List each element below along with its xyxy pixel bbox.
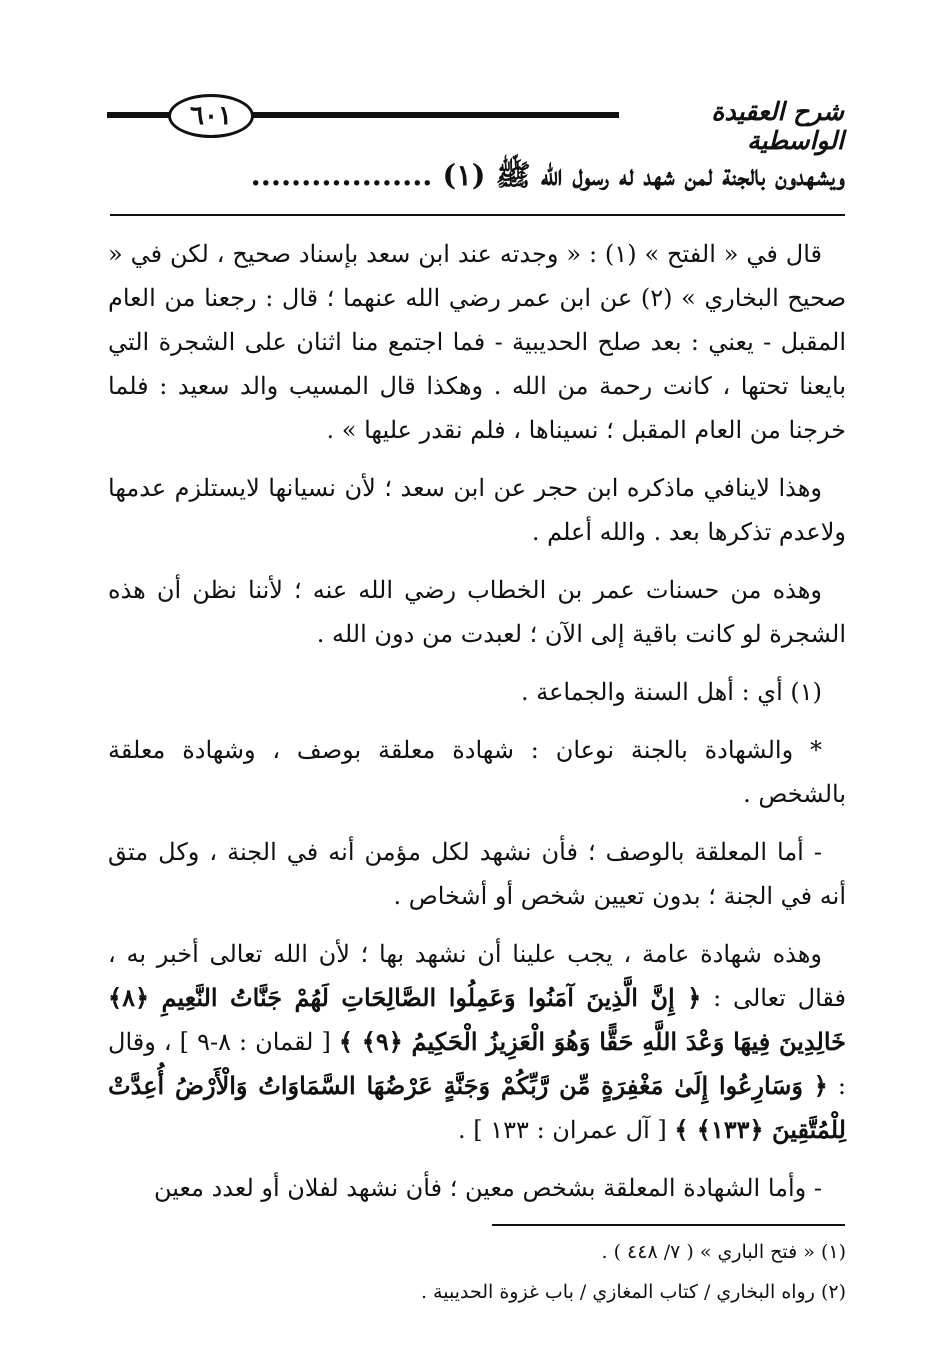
paragraph-last: - وأما الشهادة المعلقة بشخص معين ؛ فأن نشهد لفلان أو لعدد معين bbox=[154, 1174, 822, 1202]
quran-verse-2: ﴿ وَسَارِعُوا إِلَىٰ مَغْفِرَةٍ مِّن رَّبِّكُمْ وَجَنَّةٍ عَرْضُهَا السَّمَاوَاتُ وَالْأَرْضُ أُعِدَّتْ لِلْمُتَّقِينَ ﴿١٣٣﴾ ﴾ bbox=[108, 1071, 846, 1144]
footnotes bbox=[108, 1232, 846, 1312]
paragraph-2: وهذا لاينافي ماذكره ابن حجر عن ابن سعد ؛ لأن نسيانها لايستلزم عدمها ولاعدم تذكرها بعد . والله أعلم . bbox=[108, 474, 846, 546]
paragraph-5: * والشهادة بالجنة نوعان : شهادة معلقة بوصف ، وشهادة معلقة بالشخص . bbox=[108, 736, 846, 808]
footnote-2: (٢) رواه البخاري / كتاب المغازي / باب غزوة الحديبية . bbox=[420, 1281, 846, 1303]
quran-paragraph bbox=[108, 932, 846, 1152]
paragraph-3: وهذه من حسنات عمر بن الخطاب رضي الله عنه ؛ لأننا نظن أن هذه الشجرة لو كانت باقية إلى الآن ؛ لعبدت من دون الله . bbox=[108, 576, 846, 648]
chapter-heading: ويشهدون بالجنة لمن شهد له رسول الله ﷺ (١) .................. bbox=[250, 158, 845, 192]
footnote-1: (١) « فتح الباري » ( ٧/ ٤٤٨ ) . bbox=[601, 1241, 846, 1263]
chapter-rule bbox=[110, 214, 845, 216]
paragraph-4: (١) أي : أهل السنة والجماعة . bbox=[520, 678, 822, 706]
paragraph-1: قال في « الفتح » (١) : « وجدته عند ابن سعد بإسناد صحيح ، لكن في « صحيح البخاري » (٢) عن ابن عمر رضي الله عنهما ؛ قال : رجعنا من العام المقبل - يعني : بعد صلح الحديبية - فما اجتمع منا اثنان على الشجرة التي بايعنا تحتها ، كانت رحمة من الله . وهكذا قال المسيب والد سعيد : فلما خرجنا من العام المقبل ؛ نسيناها ، فلم نقدر عليها » . bbox=[108, 240, 847, 444]
book-title: شرح العقيدة الواسطية bbox=[711, 97, 844, 155]
header-rule-left bbox=[107, 112, 170, 118]
page-number: ٦٠١ bbox=[168, 94, 254, 138]
quran-intro: وهذه شهادة عامة ، يجب علينا أن نشهد بها ؛ لأن الله تعالى أخبر به ، فقال تعالى : bbox=[108, 940, 846, 1012]
quran-verse-1: ﴿ إِنَّ الَّذِينَ آمَنُوا وَعَمِلُوا الصَّالِحَاتِ لَهُمْ جَنَّاتُ النَّعِيمِ ﴿٨﴾ خَالِدِينَ فِيهَا وَعْدَ اللَّهِ حَقًّا وَهُوَ الْعَزِيزُ الْحَكِيمُ ﴿٩﴾ ﴾ bbox=[108, 983, 846, 1056]
page-header bbox=[0, 0, 941, 155]
header-rule-right bbox=[247, 112, 619, 118]
quran-reference-2: [ آل عمران : ١٣٣ ] . bbox=[458, 1116, 667, 1144]
main-text bbox=[108, 232, 846, 1224]
footnote-rule bbox=[492, 1224, 845, 1226]
quran-reference-1: [ لقمان : ٨-٩ ] ، وقال : bbox=[108, 1028, 846, 1100]
paragraph-6: - أما المعلقة بالوصف ؛ فأن نشهد لكل مؤمن أنه في الجنة ، وكل متق أنه في الجنة ؛ بدون تعيين شخص أو أشخاص . bbox=[108, 838, 846, 910]
